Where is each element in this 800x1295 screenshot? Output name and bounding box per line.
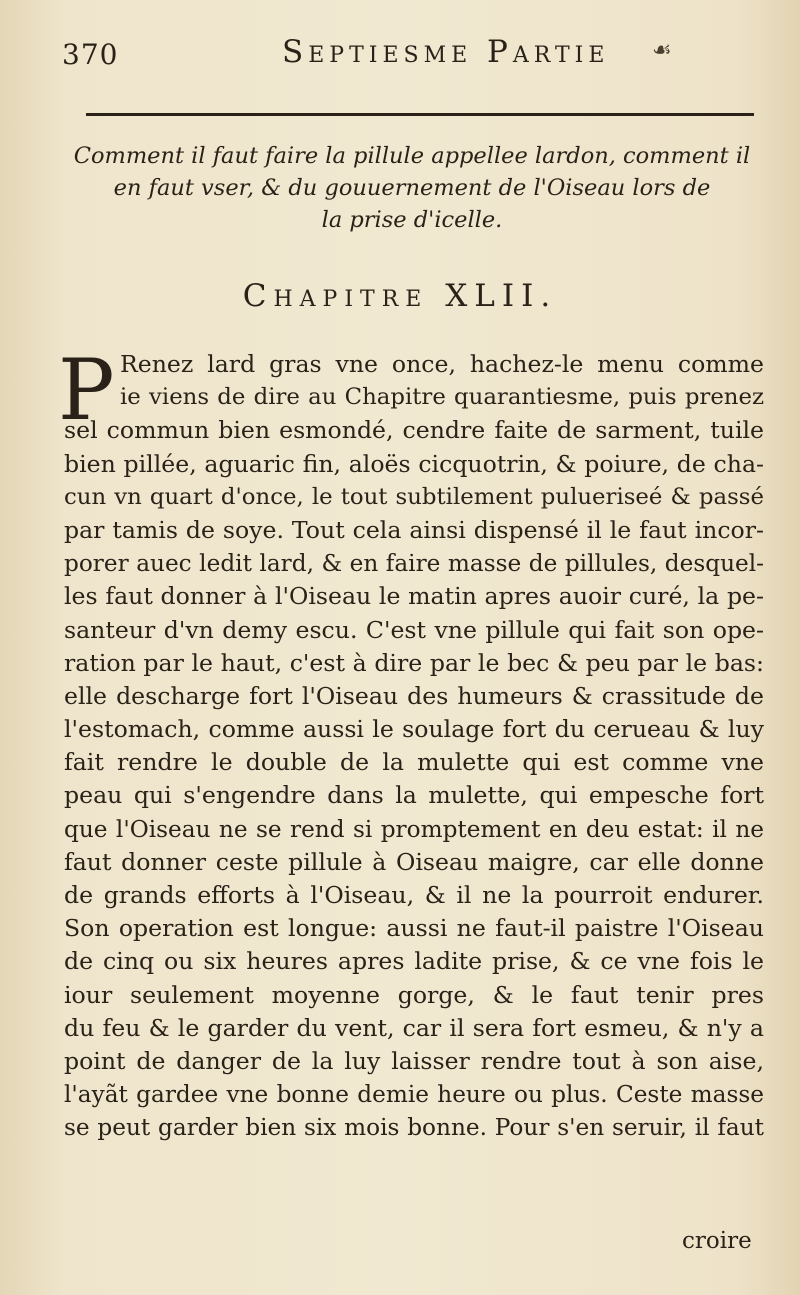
text-line: faut donner ceste pillule à Oiseau maigre, car elle donne <box>64 847 764 876</box>
text-line: porer auec ledit lard, & en faire masse de pillules, desquel- <box>64 550 764 578</box>
text-line: du feu & le garder du vent, car il sera fort esmeu, & n'y a <box>64 1013 764 1042</box>
text-line: bien pillée, aguaric fin, aloës cicquotrin, & poiure, de cha- <box>64 449 764 478</box>
text-line: par tamis de soye. Tout cela ainsi dispensé il le faut incor- <box>64 515 764 544</box>
header-rule <box>86 113 754 116</box>
chapter-heading: Chapitre XLII. <box>242 278 558 314</box>
text-line: l'estomach, comme aussi le soulage fort du cerueau & luy <box>64 715 764 744</box>
text-line: elle descharge fort l'Oiseau des humeurs & crassitude de <box>64 681 764 710</box>
running-head: Septiesme Partie <box>282 34 610 70</box>
text-line: Son operation est longue: aussi ne faut-il paistre l'Oiseau <box>64 914 764 943</box>
text-line: santeur d'vn demy escu. C'est vne pillule qui fait son ope- <box>64 615 764 644</box>
text-line: sel commun bien esmondé, cendre faite de sarment, tuile <box>64 416 764 445</box>
text-line: les faut donner à l'Oiseau le matin apres auoir curé, la pe- <box>64 582 764 611</box>
chapter-title <box>62 140 762 236</box>
text-line: Renez lard gras vne once, hachez-le menu comme <box>120 350 764 378</box>
catchword: croire <box>682 1228 752 1254</box>
chapter-title-line: en faut vser, & du gouuernement de l'Oiseau lors de <box>113 175 711 201</box>
text-line: se peut garder bien six mois bonne. Pour s'en seruir, il faut <box>64 1114 764 1142</box>
text-line: ie viens de dire au Chapitre quarantiesme, puis prenez <box>120 384 764 411</box>
ornament-icon: ☙ <box>652 38 672 63</box>
text-line: iour seulement moyenne gorge, & le faut tenir pres <box>64 980 764 1009</box>
text-line: que l'Oiseau ne se rend si promptement en deu estat: il ne <box>64 815 764 843</box>
text-line: ration par le haut, c'est à dire par le bec & peu par le bas: <box>64 648 764 677</box>
page-number: 370 <box>62 38 119 71</box>
chapter-title-line: la prise d'icelle. <box>321 207 503 233</box>
chapter-title-line: Comment il faut faire la pillule appellee lardon, comment il <box>73 143 751 169</box>
text-line: de cinq ou six heures apres ladite prise, & ce vne fois le <box>64 947 764 976</box>
page-header <box>0 34 800 74</box>
body-text <box>58 341 764 1145</box>
text-line: point de danger de la luy laisser rendre tout à son aise, <box>64 1046 764 1075</box>
text-line: de grands efforts à l'Oiseau, & il ne la pourroit endurer. <box>64 881 764 909</box>
text-line: l'ayãt gardee vne bonne demie heure ou plus. Ceste masse <box>64 1081 764 1109</box>
text-line: peau qui s'engendre dans la mulette, qui empesche fort <box>64 781 764 810</box>
text-line: fait rendre le double de la mulette qui est comme vne <box>64 748 764 777</box>
text-line: cun vn quart d'once, le tout subtilement pulueriseé & passé <box>64 483 764 510</box>
drop-cap: P <box>58 341 115 439</box>
